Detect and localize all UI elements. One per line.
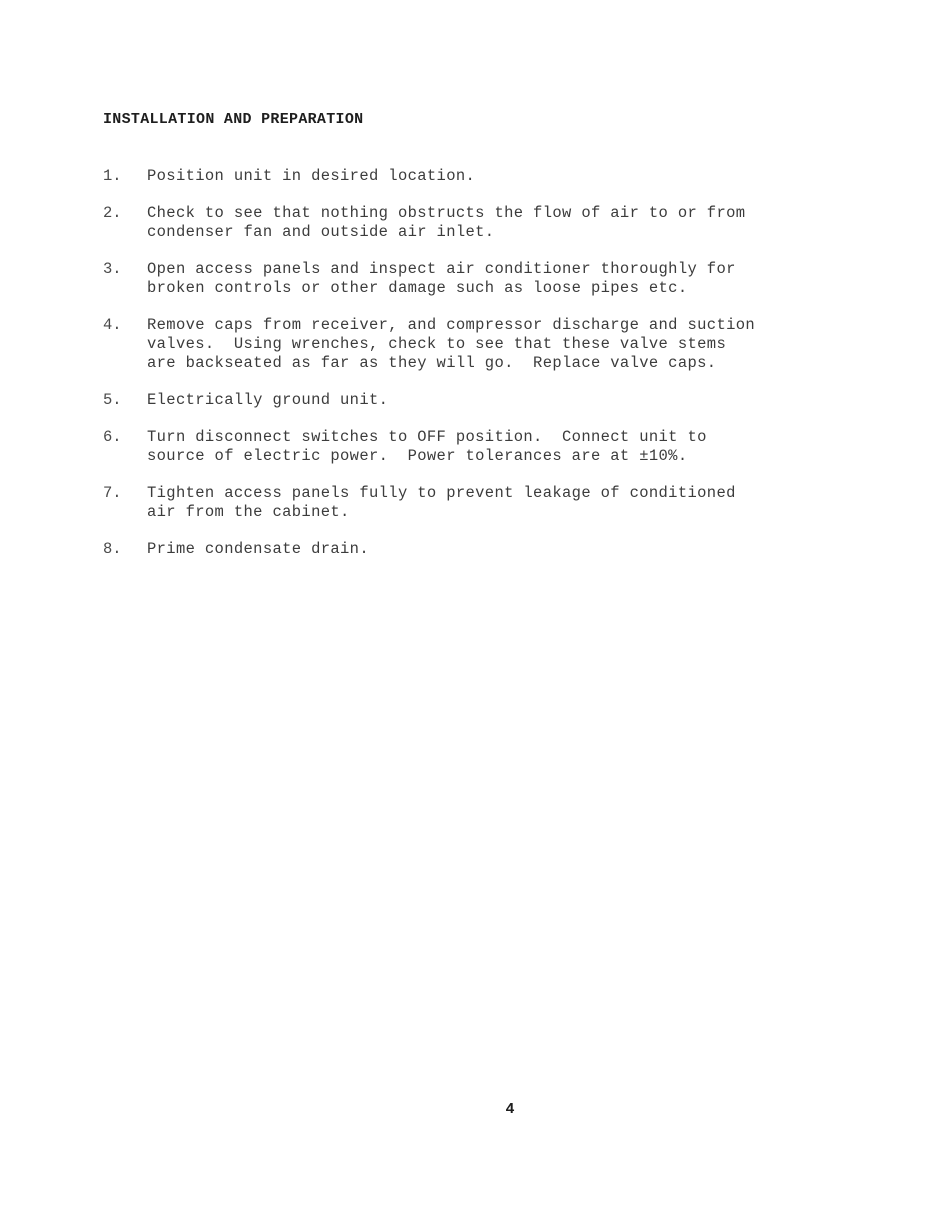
step-text-line: condenser fan and outside air inlet. xyxy=(147,223,495,241)
list-item xyxy=(103,428,883,466)
step-text xyxy=(147,428,883,466)
step-text xyxy=(147,167,883,186)
step-text-line: Open access panels and inspect air conditioner thoroughly for xyxy=(147,260,736,278)
step-text xyxy=(147,484,883,522)
step-text-line: Electrically ground unit. xyxy=(147,391,389,409)
step-text-line: Remove caps from receiver, and compressor discharge and suction xyxy=(147,316,756,334)
steps-list xyxy=(103,167,883,577)
step-text xyxy=(147,316,883,373)
list-item xyxy=(103,540,883,559)
step-text-line: Turn disconnect switches to OFF position. Connect unit to xyxy=(147,428,707,446)
step-text-line: Position unit in desired location. xyxy=(147,167,476,185)
list-item xyxy=(103,316,883,373)
step-number: 1. xyxy=(103,167,122,185)
step-number: 8. xyxy=(103,540,122,558)
step-text-line: valves. Using wrenches, check to see that these valve stems xyxy=(147,335,727,353)
step-text-line: broken controls or other damage such as loose pipes etc. xyxy=(147,279,688,297)
step-text xyxy=(147,540,883,559)
step-text xyxy=(147,391,883,410)
step-text-line: air from the cabinet. xyxy=(147,503,350,521)
list-item xyxy=(103,484,883,522)
step-text-line: source of electric power. Power tolerances are at ±10%. xyxy=(147,447,688,465)
step-number: 7. xyxy=(103,484,122,502)
step-text xyxy=(147,204,883,242)
step-number: 3. xyxy=(103,260,122,278)
list-item xyxy=(103,260,883,298)
step-text xyxy=(147,260,883,298)
section-heading: INSTALLATION AND PREPARATION xyxy=(103,111,364,128)
list-item xyxy=(103,204,883,242)
list-item xyxy=(103,391,883,410)
step-text-line: are backseated as far as they will go. Replace valve caps. xyxy=(147,354,717,372)
step-text-line: Check to see that nothing obstructs the flow of air to or from xyxy=(147,204,746,222)
step-number: 2. xyxy=(103,204,122,222)
step-text-line: Prime condensate drain. xyxy=(147,540,369,558)
step-number: 5. xyxy=(103,391,122,409)
step-number: 4. xyxy=(103,316,122,334)
step-number: 6. xyxy=(103,428,122,446)
step-text-line: Tighten access panels fully to prevent leakage of conditioned xyxy=(147,484,736,502)
page-number: 4 xyxy=(505,1101,515,1118)
list-item xyxy=(103,167,883,186)
